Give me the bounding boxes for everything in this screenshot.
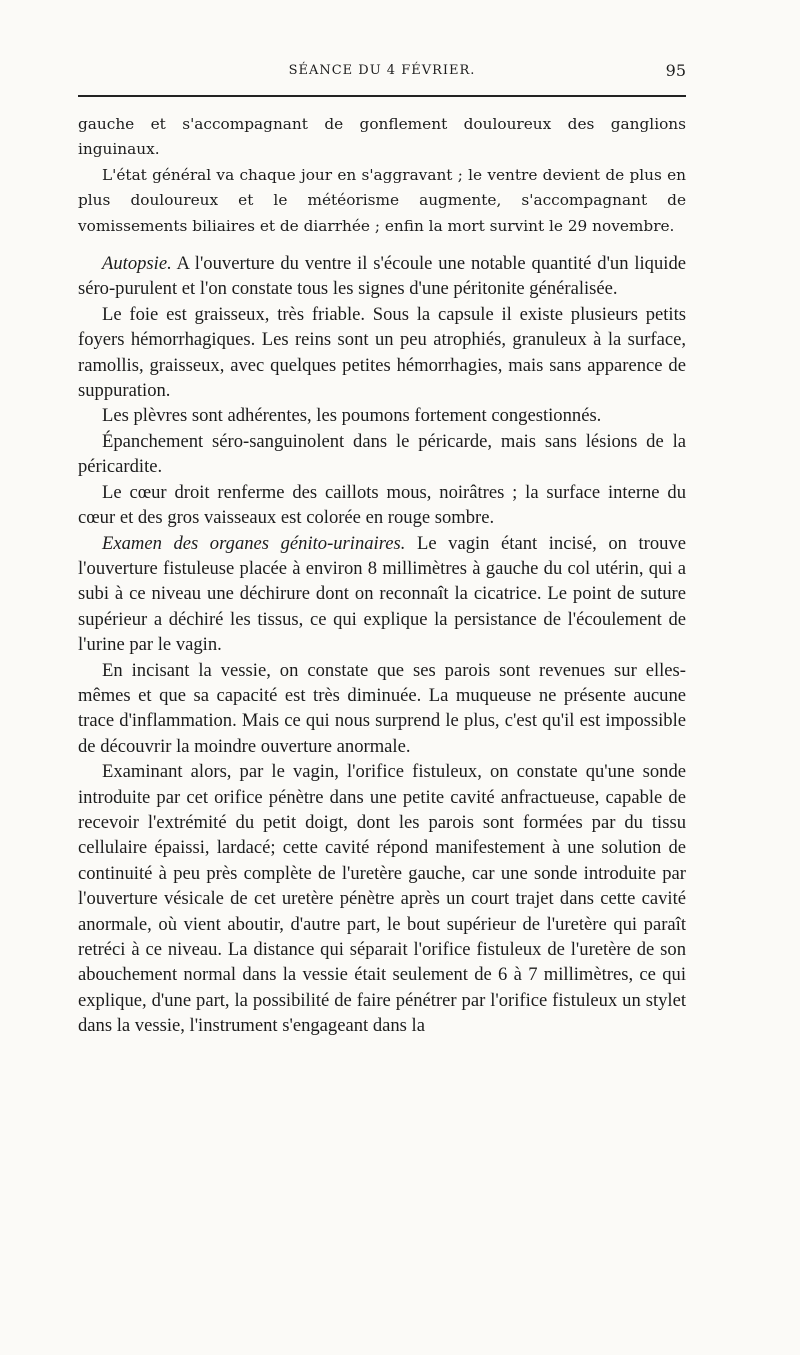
paragraph-pericarde: Épanchement séro-sanguinolent dans le péricarde, mais sans lésions de la péricardite. (78, 430, 686, 478)
paragraph-orifice: Examinant alors, par le vagin, l'orifice fistuleux, on constate qu'une sonde introduite par cet orifice pénètre dans une petite cavité anfractueuse, capable de recevoir l'extrémité du petit doigt, dont les parois sont formées par du tissu cellulaire épaissi, lardacé; cette cavité répond manifestement à une solution de continuité à peu près complète de l'uretère gauche, car une sonde introduite par l'ouverture vésicale de cet uretère pénètre après un court trajet dans cette cavité anormale, où vient aboutir, d'autre part, le bout supérieur de l'uretère qui paraît retréci à ce niveau. La distance qui séparait l'orifice fistuleux de l'uretère de son abouchement normal dans la vessie était seulement de 6 à 7 millimètres, ce qui explique, d'une part, la possibilité de faire pénétrer par l'orifice fistuleux un stylet dans la vessie, l'instrument s'engageant dans la (78, 761, 686, 1037)
paragraph-2: L'état général va chaque jour en s'aggravant ; le ventre devient de plus en plus douloureux et le météorisme augmente, s'accompagnant de vomissements biliaires et de diarrhée ; enfin la mort survint le 29 novembre. (78, 165, 686, 235)
paragraph-1: gauche et s'accompagnant de gonflement douloureux des ganglions inguinaux. (78, 115, 686, 159)
header-rule (78, 95, 686, 97)
autopsie-text: A l'ouverture du ventre il s'écoule une notable quantité d'un liquide séro-purulent et l'on constate tous les signes d'une péritonite généralisée. (78, 253, 686, 300)
paragraph-autopsie (78, 251, 686, 302)
page-number: 95 (665, 61, 686, 80)
paragraph-foie: Le foie est graisseux, très friable. Sous la capsule il existe plusieurs petits foyers hémorrhagiques. Les reins sont un peu atrophiés, granuleux à la surface, ramollis, graisseux, avec quelques petites hémorrhagies, mais sans apparence de suppuration. (78, 303, 686, 402)
examen-text: Le vagin étant incisé, on trouve l'ouverture fistuleuse placée à environ 8 millimètres à gauche du col utérin, qui a subi à ce niveau une déchirure dont on reconnaît la cicatrice. Le point de suture supérieur a déchiré les tissus, ce qui explique la persistance de l'écoulement de l'urine par le vagin. (78, 532, 687, 656)
paragraph-coeur: Le cœur droit renferme des caillots mous, noirâtres ; la surface interne du cœur et des gros vaisseaux est colorée en rouge sombre. (78, 481, 686, 529)
paragraph-examen (78, 531, 686, 658)
examen-label: Examen des organes génito-urinaires. (102, 532, 406, 554)
body-text (78, 112, 686, 1039)
paragraph-vessie: En incisant la vessie, on constate que ses parois sont revenues sur elles-mêmes et que sa capacité est très diminuée. La muqueuse ne présente aucune trace d'inflammation. Mais ce qui nous surprend le plus, c'est qu'il est impossible de découvrir la moindre ouverture anormale. (78, 659, 686, 757)
paragraph-plevres: Les plèvres sont adhérentes, les poumons fortement congestionnés. (102, 405, 602, 427)
page-header (78, 60, 686, 84)
running-head: SÉANCE DU 4 FÉVRIER. (288, 63, 476, 78)
autopsie-label: Autopsie. (102, 253, 172, 275)
